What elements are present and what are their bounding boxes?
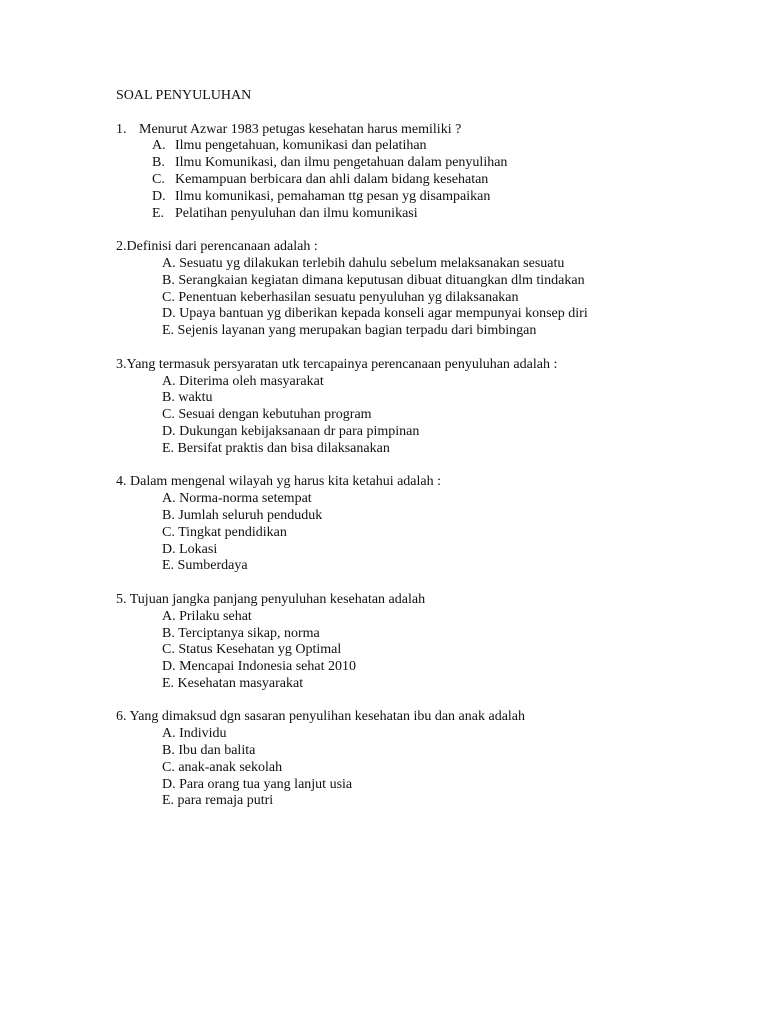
answer-option: D. Mencapai Indonesia sehat 2010 <box>162 659 356 675</box>
answer-option: A. Individu <box>162 726 227 742</box>
option-letter: D. <box>152 188 166 204</box>
option-letter: E. <box>152 205 165 221</box>
question-text: Menurut Azwar 1983 petugas kesehatan harus memiliki ? <box>139 121 462 137</box>
answer-option: E. Sumberdaya <box>162 558 248 574</box>
option-text: Kemampuan berbicara dan ahli dalam bidang kesehatan <box>175 171 489 187</box>
answer-option <box>116 172 588 189</box>
answer-option: D. Para orang tua yang lanjut usia <box>162 776 353 792</box>
document-title: SOAL PENYULUHAN <box>116 88 252 103</box>
question-number: 1. <box>116 121 127 137</box>
option-text: Ilmu pengetahuan, komunikasi dan pelatihan <box>175 138 427 154</box>
answer-option: A. Sesuatu yg dilakukan terlebih dahulu sebelum melaksanakan sesuatu <box>162 255 565 271</box>
question-text: 4. Dalam mengenal wilayah yg harus kita ketahui adalah : <box>116 474 442 490</box>
answer-option: E. para remaja putri <box>162 793 274 809</box>
answer-option: C. Sesuai dengan kebutuhan program <box>162 407 372 423</box>
answer-option: C. anak-anak sekolah <box>162 759 283 775</box>
document-page <box>116 88 588 810</box>
question-1 <box>116 122 588 139</box>
answer-option: E. Sejenis layanan yang merupakan bagian terpadu dari bimbingan <box>162 323 537 339</box>
answer-option: A. Norma-norma setempat <box>162 491 312 507</box>
answer-option: A. Diterima oleh masyarakat <box>162 373 324 389</box>
question-text: 5. Tujuan jangka panjang penyuluhan kesehatan adalah <box>116 591 426 607</box>
answer-option: C. Penentuan keberhasilan sesuatu penyuluhan yg dilaksanakan <box>162 289 519 305</box>
option-text: Pelatihan penyuluhan dan ilmu komunikasi <box>175 205 418 221</box>
answer-option <box>116 138 588 155</box>
answer-option: C. Tingkat pendidikan <box>162 524 287 540</box>
question-text: 6. Yang dimaksud dgn sasaran penyulihan kesehatan ibu dan anak adalah <box>116 709 526 725</box>
option-letter: B. <box>152 155 165 171</box>
option-letter: A. <box>152 138 166 154</box>
answer-option: E. Bersifat praktis dan bisa dilaksanakan <box>162 440 390 456</box>
answer-option: C. Status Kesehatan yg Optimal <box>162 642 342 658</box>
option-letter: C. <box>152 171 165 187</box>
answer-option: D. Lokasi <box>162 541 218 557</box>
answer-option: B. Serangkaian kegiatan dimana keputusan dibuat dituangkan dlm tindakan <box>162 272 585 288</box>
answer-option <box>116 189 588 206</box>
answer-option: A. Prilaku sehat <box>162 608 252 624</box>
answer-option <box>116 206 588 223</box>
answer-option: E. Kesehatan masyarakat <box>162 675 304 691</box>
answer-option: B. Terciptanya sikap, norma <box>162 625 320 641</box>
answer-option: B. waktu <box>162 390 213 406</box>
answer-option: D. Upaya bantuan yg diberikan kepada konseli agar mempunyai konsep diri <box>162 306 588 322</box>
option-text: Ilmu Komunikasi, dan ilmu pengetahuan dalam penyulihan <box>175 155 508 171</box>
answer-option <box>116 155 588 172</box>
question-text: 3.Yang termasuk persyaratan utk tercapainya perencanaan penyuluhan adalah : <box>116 356 558 372</box>
answer-option: D. Dukungan kebijaksanaan dr para pimpinan <box>162 423 420 439</box>
question-text: 2.Definisi dari perencanaan adalah : <box>116 239 318 255</box>
answer-option: B. Ibu dan balita <box>162 743 256 759</box>
answer-option: B. Jumlah seluruh penduduk <box>162 507 323 523</box>
option-text: Ilmu komunikasi, pemahaman ttg pesan yg disampaikan <box>175 188 491 204</box>
